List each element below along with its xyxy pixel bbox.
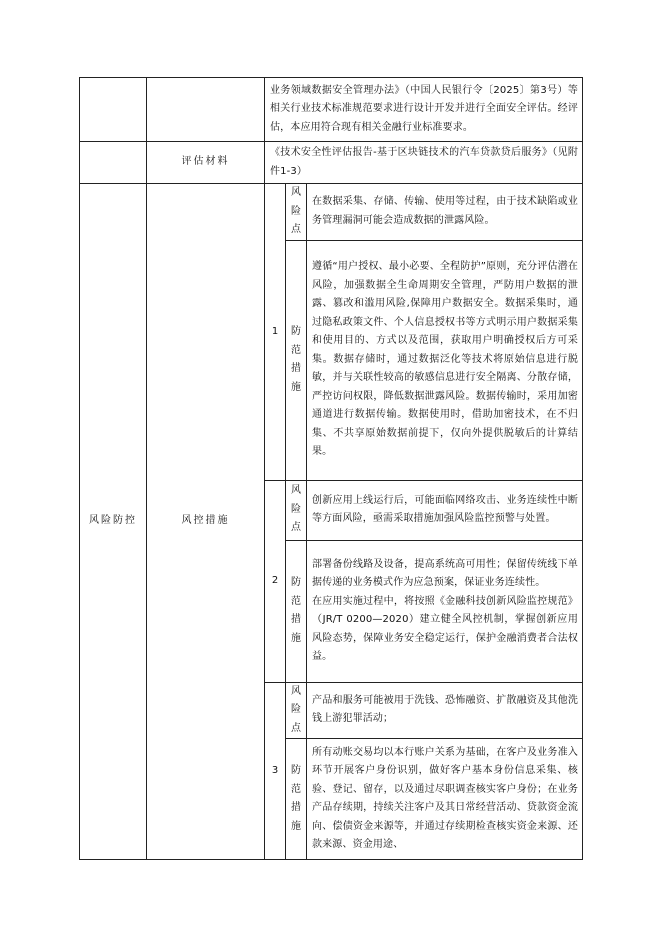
risk-point-label bbox=[286, 682, 307, 739]
empty-cell bbox=[80, 78, 147, 142]
measure-char: 措 bbox=[291, 363, 301, 374]
risk-subcategory bbox=[147, 184, 265, 860]
risk-point-char: 点 bbox=[291, 522, 301, 534]
risk-text: 创新应用上线运行后，可能面临网络攻击、业务连续性中断等方面风险，亟需采取措施加强风险监控预警与处置。 bbox=[307, 480, 583, 540]
measure-label bbox=[286, 240, 307, 480]
assessment-table bbox=[79, 77, 583, 860]
risk-point-char: 险 bbox=[291, 205, 301, 217]
measure-char: 施 bbox=[291, 632, 301, 644]
measure-text-2: 在应用实施过程中，将按照《金融科技创新风险监控规范》（JR/T 0200—2020）建立健全风控机制，掌握创新应用风险态势，保障业务安全稳定运行，保护金融消费者合法权益。 bbox=[312, 595, 579, 662]
risk-point-char: 点 bbox=[291, 224, 301, 235]
measure-char: 措 bbox=[291, 802, 301, 813]
measure-char: 范 bbox=[291, 344, 301, 356]
empty-cell bbox=[147, 78, 265, 142]
risk-category bbox=[80, 184, 147, 860]
measure-text: 遵循“用户授权、最小必要、全程防护”原则，充分评估潜在风险，加强数据全生命周期安全管理，严防用户数据的泄露、篡改和滥用风险,保障用户数据安全。数据采集时，通过隐私政策文件、个人信息授权书等方式明示用户数据采集和使用目的、方式以及范围，获取用户明确授权后方可采集。数据存储时，通过数据泛化等技术将原始信息进行脱敏，并与关联性较高的敏感信息进行安全隔离、分散存储，严控访问权限，降低数据泄露风险。数据传输时，采用加密通道进行数据传输。数据使用时，借助加密技术，在不归集、不共享原始数据前提下，仅向外提供脱敏后的计算结果。 bbox=[307, 240, 583, 480]
assessment-label-text: 评估材料 bbox=[181, 156, 230, 168]
measure-char: 防 bbox=[291, 326, 301, 337]
risk-text: 在数据采集、存储、传输、使用等过程，由于技术缺陷或业务管理漏洞可能会造成数据的泄露风险。 bbox=[307, 184, 583, 241]
risk-point-label bbox=[286, 184, 307, 241]
risk-text: 产品和服务可能被用于洗钱、恐怖融资、扩散融资及其他洗钱上游犯罪活动； bbox=[307, 682, 583, 739]
measure-char: 防 bbox=[291, 577, 301, 588]
risk-point-char: 风 bbox=[291, 187, 301, 198]
item-number: 3 bbox=[265, 682, 286, 860]
risk-point-char: 点 bbox=[291, 722, 301, 734]
table-row bbox=[80, 142, 583, 184]
risk-point-char: 风 bbox=[291, 685, 301, 697]
table-row bbox=[80, 78, 583, 142]
item-number: 1 bbox=[265, 184, 286, 481]
assessment-text: 《技术安全性评估报告-基于区块链技术的汽车贷款贷后服务》（见附件1-3） bbox=[265, 142, 583, 184]
measure-label bbox=[286, 540, 307, 682]
measure-char: 范 bbox=[291, 783, 301, 795]
risk-point-char: 风 bbox=[291, 485, 301, 497]
assessment-label bbox=[147, 142, 265, 184]
measure-char: 防 bbox=[291, 765, 301, 776]
measure-text-cell bbox=[307, 540, 583, 682]
measure-text: 部署备份线路及设备，提高系统高可用性；保留传统线下单据传递的业务模式作为应急预案，保证业务连续性。 bbox=[312, 558, 579, 588]
risk-point-char: 险 bbox=[291, 704, 301, 715]
risk-category-text: 风险防控 bbox=[89, 515, 137, 527]
measure-char: 措 bbox=[291, 614, 301, 625]
measure-label bbox=[286, 739, 307, 860]
measure-char: 范 bbox=[291, 595, 301, 607]
risk-point-char: 险 bbox=[291, 503, 301, 515]
measure-char: 施 bbox=[291, 820, 301, 832]
continuation-text: 业务领域数据安全管理办法》（中国人民银行令〔2025〕第3号）等相关行业技术标准规范要求进行设计开发并进行全面安全评估。经评估，本应用符合现有相关金融行业标准要求。 bbox=[265, 78, 583, 142]
measure-char: 施 bbox=[291, 381, 301, 393]
measure-text: 所有动账交易均以本行账户关系为基础，在客户及业务准入环节开展客户身份识别，做好客户基本身份信息采集、核验、登记、留存，以及通过尽职调查核实客户身份；在业务产品存续期，持续关注客户及其日常经营活动、贷款资金流向、偿债资金来源等，并通过存续期检查核实资金来源、还款来源、资金用途、 bbox=[307, 739, 583, 860]
risk-subcategory-text: 风控措施 bbox=[181, 515, 230, 527]
empty-cell bbox=[80, 142, 147, 184]
item-number: 2 bbox=[265, 480, 286, 682]
table-row bbox=[80, 184, 583, 241]
risk-point-label bbox=[286, 480, 307, 540]
